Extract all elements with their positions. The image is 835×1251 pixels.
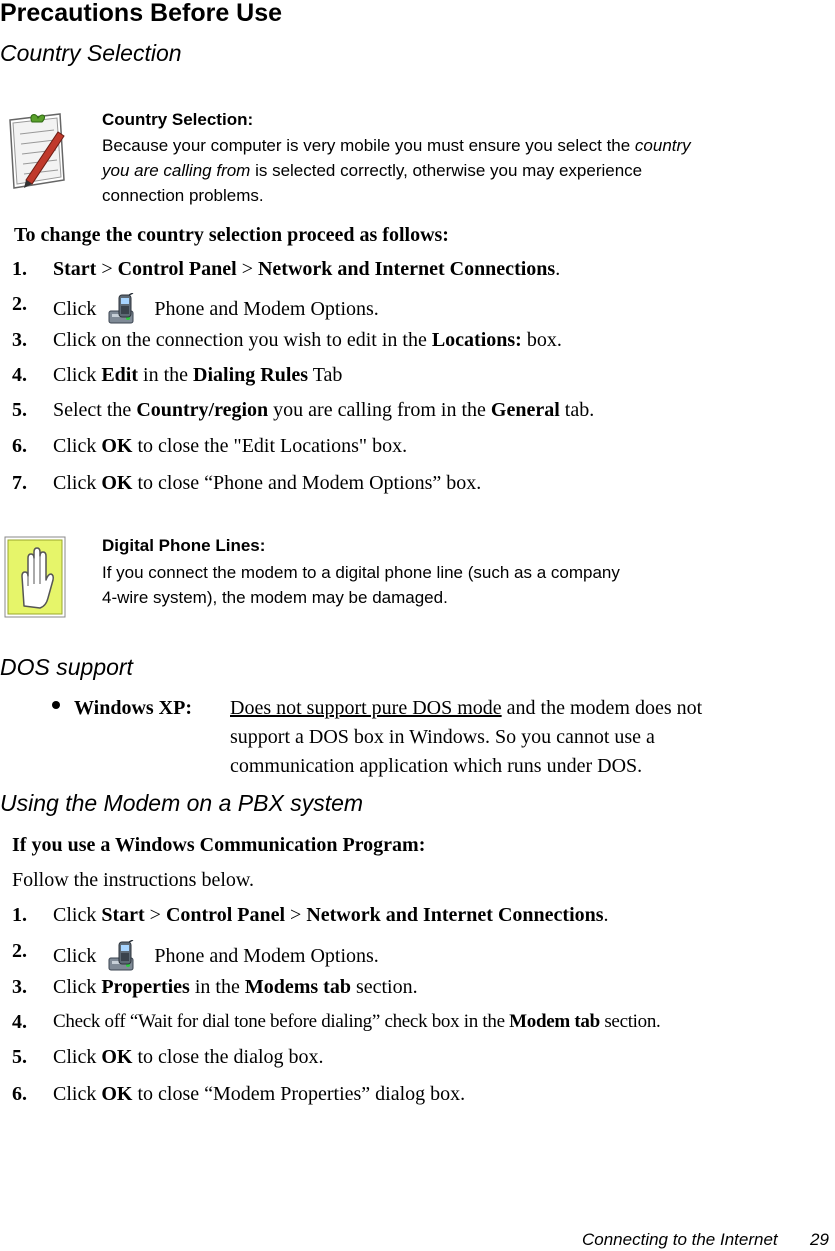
- warning-title: Digital Phone Lines:: [102, 536, 266, 555]
- country-steps-intro: To change the country selection proceed as follows:: [14, 224, 449, 246]
- dos-text-line-1: Does not support pure DOS mode and the modem does not: [230, 697, 703, 719]
- section-heading-dos-support: DOS support: [0, 654, 133, 680]
- note-body-line-3: connection problems.: [102, 186, 264, 205]
- dos-windows-xp-label: Windows XP:: [74, 697, 192, 719]
- dos-text-line-3: communication application which runs under DOS.: [230, 755, 643, 777]
- note-body-line-2: you are calling from is selected correctly, otherwise you may experience: [102, 161, 643, 180]
- notepad-pen-icon: [4, 110, 68, 192]
- section-heading-pbx: Using the Modem on a PBX system: [0, 790, 364, 816]
- note-title: Country Selection:: [102, 110, 254, 129]
- dos-text-line-2: support a DOS box in Windows. So you cannot use a: [230, 726, 655, 748]
- warning-body-line-1: If you connect the modem to a digital phone line (such as a company: [102, 563, 620, 582]
- section-heading-country-selection: Country Selection: [0, 40, 182, 66]
- pbx-follow-text: Follow the instructions below.: [12, 869, 255, 891]
- footer-section-title: Connecting to the Internet: [582, 1230, 778, 1249]
- pbx-intro: If you use a Windows Communication Program:: [12, 834, 426, 856]
- phone-modem-icon: [107, 940, 143, 974]
- stop-hand-icon: [4, 536, 66, 618]
- bullet-icon: [50, 699, 62, 711]
- phone-modem-icon: [107, 293, 143, 327]
- note-body-line-1: Because your computer is very mobile you must ensure you select the country: [102, 136, 691, 155]
- page-title: Precautions Before Use: [0, 0, 283, 27]
- page-number: 29: [810, 1230, 829, 1249]
- warning-body-line-2: 4-wire system), the modem may be damaged.: [102, 588, 448, 607]
